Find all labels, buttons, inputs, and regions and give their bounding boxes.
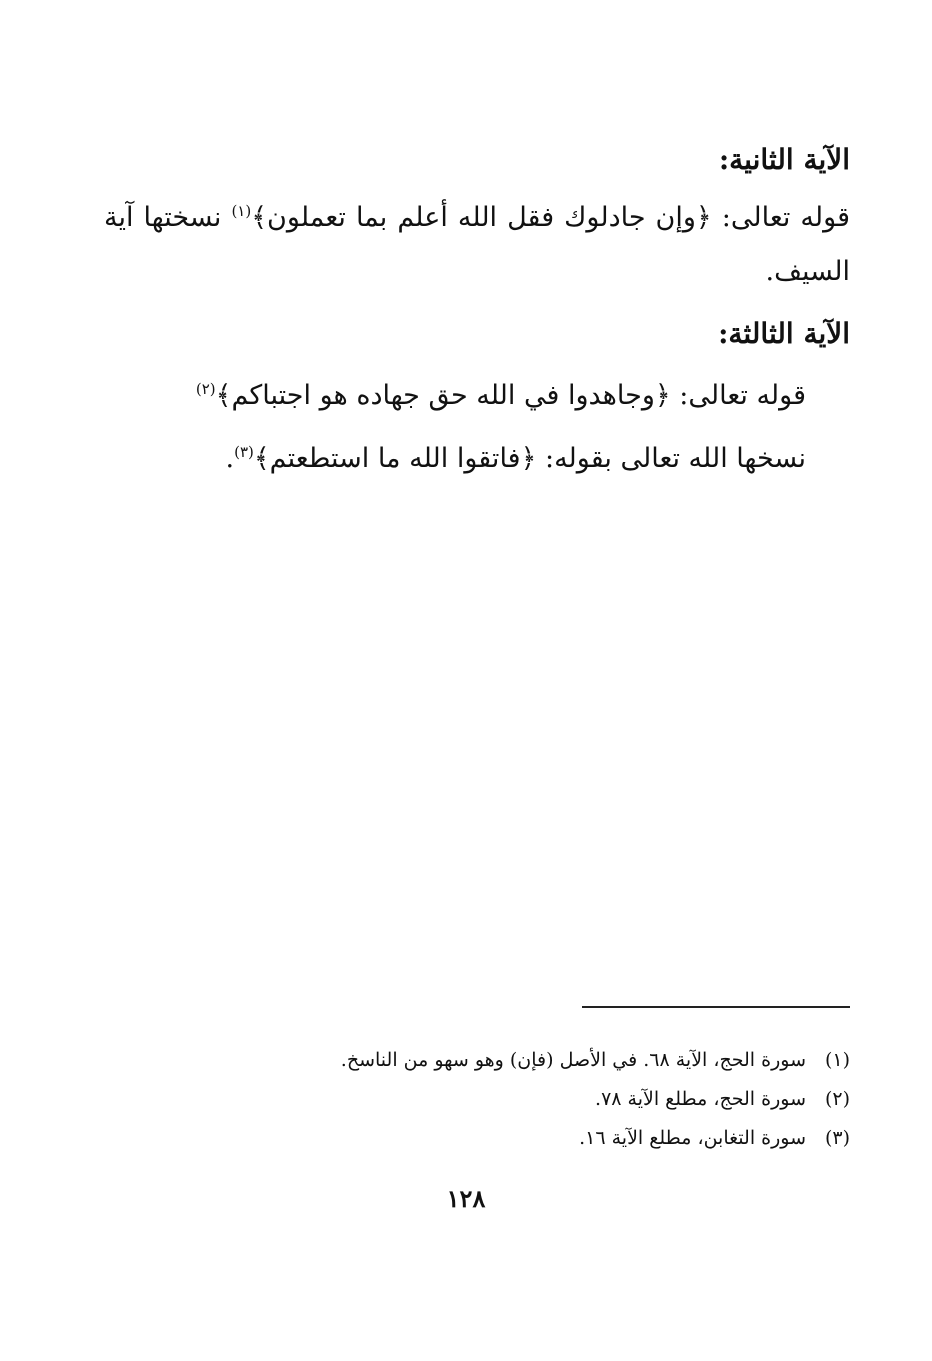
footnote-2-number: (٢): [824, 1088, 850, 1110]
footnote-1-number: (١): [824, 1049, 850, 1071]
footnote-1: [341, 1045, 850, 1075]
paragraph-3-line-2: [225, 437, 806, 481]
footnote-ref-3: (٣): [234, 443, 254, 461]
paragraph-2-line-1-tail: نسختها آية: [104, 202, 232, 233]
footnote-ref-2: (٢): [195, 380, 216, 398]
footnote-separator: [582, 1006, 850, 1008]
footnote-2: [595, 1084, 850, 1114]
footnote-3: [579, 1123, 850, 1153]
footnote-3-number: (٣): [824, 1127, 850, 1149]
footnote-ref-1: (١): [231, 202, 252, 220]
paragraph-2-line-1-text: قوله تعالى: ﴿وإن جادلوك فقل الله أعلم بما تعملون﴾: [251, 202, 850, 233]
paragraph-3-line-2-tail: .: [225, 443, 235, 474]
heading-third-verse: الآية الثالثة:: [718, 317, 850, 350]
footnote-1-text: سورة الحج، الآية ٦٨. في الأصل (فإن) وهو سهو من الناسخ.: [340, 1049, 806, 1071]
paragraph-3-line-1-text: قوله تعالى: ﴿وجاهدوا في الله حق جهاده هو اجتباكم﴾: [215, 380, 806, 411]
paragraph-2-line-2: السيف.: [765, 256, 850, 287]
page-number: ١٢٨: [446, 1184, 486, 1213]
footnote-3-text: سورة التغابن، مطلع الآية ١٦.: [579, 1127, 806, 1149]
heading-second-verse: الآية الثانية:: [718, 143, 850, 176]
paragraph-3-line-1: [196, 374, 806, 418]
paragraph-2-line-1: [104, 196, 850, 240]
footnote-2-text: سورة الحج، مطلع الآية ٧٨.: [595, 1088, 806, 1110]
paragraph-3-line-2-text: نسخها الله تعالى بقوله: ﴿فاتقوا الله ما استطعتم﴾: [253, 443, 806, 474]
